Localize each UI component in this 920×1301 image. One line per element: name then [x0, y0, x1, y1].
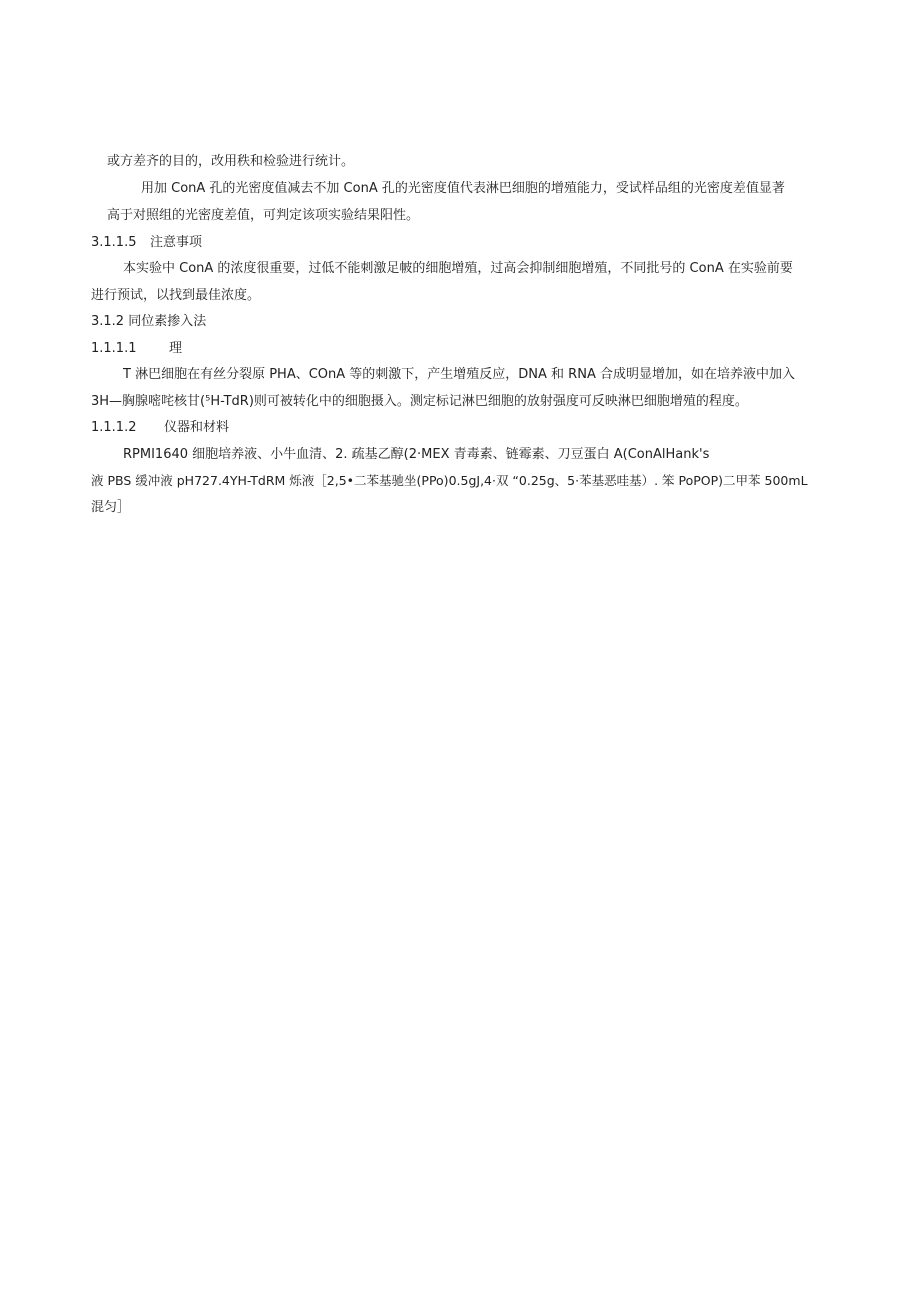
section-title: 仪器和材料	[164, 420, 230, 435]
section-number: 1.1.1.2	[91, 420, 137, 435]
section-heading-1-1-1-2	[91, 419, 229, 437]
section-heading-3-1-2: 3.1.2 同位素掺入法	[91, 314, 207, 329]
section-title: 注意事项	[150, 235, 203, 250]
paragraph-result-line2: 高于对照组的光密度差值，可判定该项实验结果阳性。	[107, 208, 420, 223]
paragraph-materials-line3: 混匀］	[91, 500, 131, 515]
paragraph-notes-line2: 进行预试，以找到最佳浓度。	[91, 288, 261, 303]
section-number: 1.1.1.1	[91, 341, 137, 356]
paragraph-notes-line1: 本实验中 ConA 的浓度很重要，过低不能刺激足帔的细胞增殖，过高会抑制细胞增殖，不同批号的 ConA 在实验前要	[123, 261, 793, 276]
section-title: 理	[169, 341, 183, 356]
paragraph-materials-line1: RPMI1640 细胞培养液、小牛血清、2. 疏基乙醇(2·MEX 青毒素、链霉素、刀豆蛋白 A(ConAlHank's	[123, 447, 710, 462]
paragraph-continuation: 或方差齐的目的，改用秩和检验进行统计。	[107, 154, 355, 169]
section-number: 3.1.1.5	[91, 235, 137, 250]
paragraph-principle-line1: T 淋巴细胞在有丝分裂原 PHA、COnA 等的刺激下，产生增殖反应，DNA 和 RNA 合成明显增加，如在培养液中加入	[123, 367, 795, 382]
paragraph-materials-line2: 液 PBS 缓冲液 pH727.4YH-TdRM 烁液［2,5•二苯基驰坐(PPo)0.5gJ,4·双 “0.25g、5·苯基恶哇基）. 笨 PoPOP)二甲苯 500mL	[91, 473, 808, 488]
paragraph-result-line1: 用加 ConA 孔的光密度值减去不加 ConA 孔的光密度值代表淋巴细胞的增殖能力，受试样品组的光密度差值显著	[141, 181, 785, 196]
paragraph-principle-line2: 3H—胸腺嘧咤核甘(⁵H-TdR)则可被转化中的细胞摄入。测定标记淋巴细胞的放射强度可反映淋巴细胞增殖的程度。	[91, 394, 748, 409]
section-heading-3-1-1-5	[91, 234, 202, 252]
section-heading-1-1-1-1	[91, 340, 182, 358]
